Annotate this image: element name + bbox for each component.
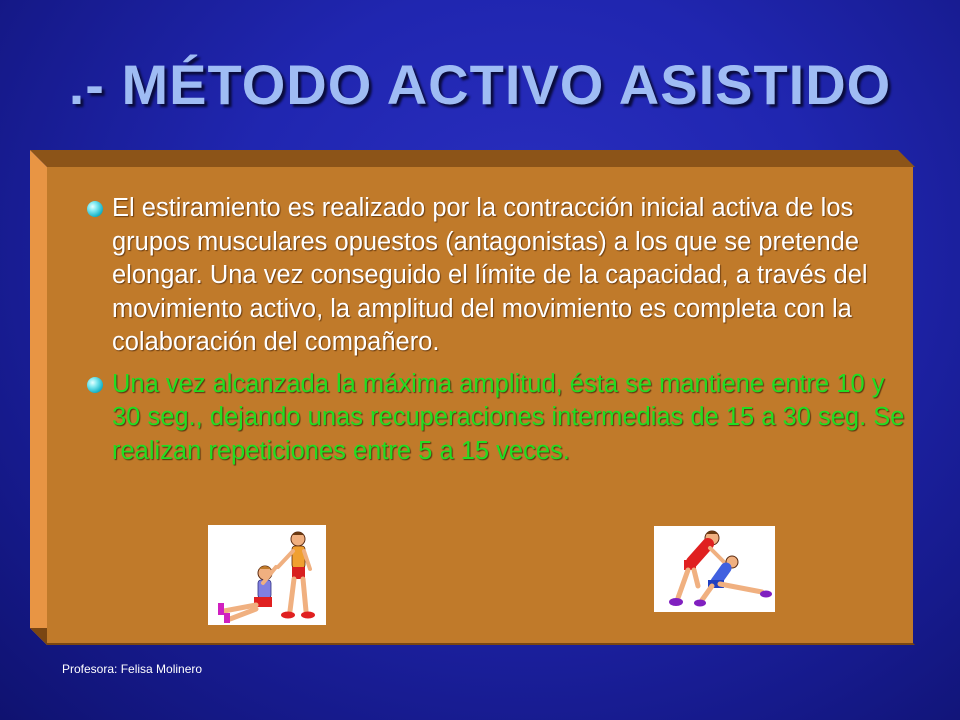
cyan-sphere-bullet-icon — [87, 377, 103, 393]
seated-stretch-figure-icon — [208, 525, 326, 625]
bullet-text: Una vez alcanzada la máxima amplitud, ésta se mantiene entre 10 y 30 seg., dejando unas recuperaciones intermedias de 15 a 30 seg. Se realizan repeticiones entre 5 a 15 veces. — [112, 369, 905, 465]
hurdler-stretch-figure-icon — [654, 526, 775, 612]
footer-author: Profesora: Felisa Molinero — [62, 662, 203, 676]
content-panel — [30, 150, 915, 645]
bullet-item-timing — [87, 368, 907, 469]
panel-face — [47, 167, 913, 643]
bullet-text: El estiramiento es realizado por la contracción inicial activa de los grupos musculares opuestos (antagonistas) a los que se pretende elongar. Una vez conseguido el límite de la capacidad, a través del movimiento activo, la amplitud del movimiento es completa con la colaboración del compañero. — [112, 194, 868, 356]
partner-assisted-hurdler-stretch-illustration — [654, 526, 775, 612]
partner-assisted-seated-stretch-illustration — [208, 525, 326, 625]
cyan-sphere-bullet-icon — [87, 201, 103, 217]
bullet-item-stretch-description — [87, 192, 907, 360]
bullet-list — [87, 192, 907, 476]
slide-title: .- MÉTODO ACTIVO ASISTIDO — [68, 53, 892, 116]
